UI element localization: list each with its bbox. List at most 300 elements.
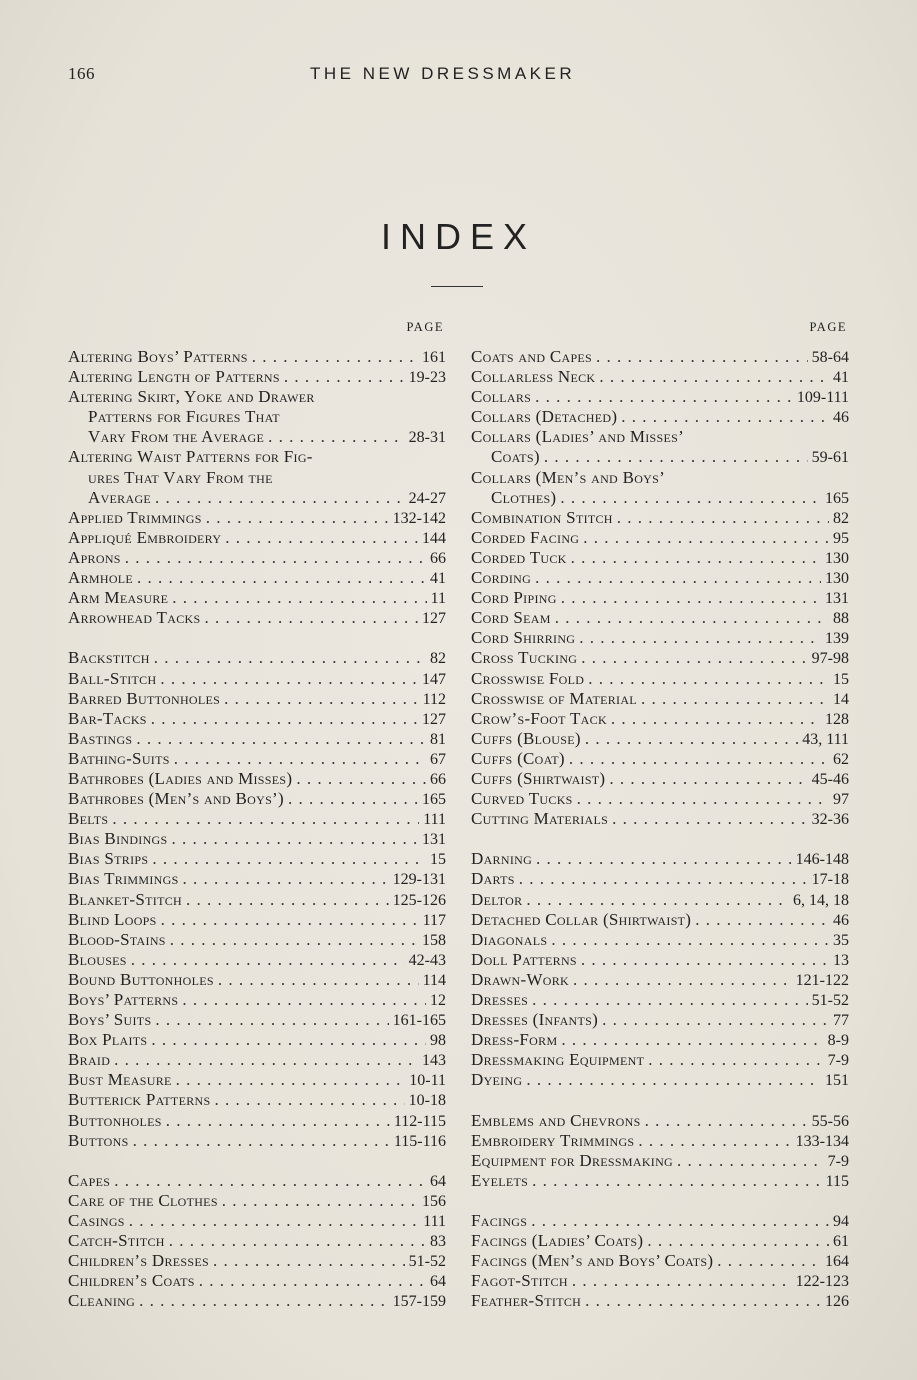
- dot-leader: [114, 1171, 426, 1191]
- running-head: [68, 64, 848, 88]
- index-entry: [68, 950, 446, 970]
- left-column: [68, 320, 446, 1312]
- dot-leader: [161, 910, 419, 930]
- dot-leader: [596, 347, 808, 367]
- running-title: THE NEW DRESSMAKER: [310, 64, 576, 83]
- dot-leader: [155, 488, 405, 508]
- index-entry: [68, 689, 446, 709]
- index-term: Catch-Stitch: [68, 1231, 165, 1251]
- index-term: Boys’ Suits: [68, 1010, 152, 1030]
- index-term: Blind Loops: [68, 909, 157, 929]
- index-entry: [68, 447, 446, 467]
- index-entry: [68, 1211, 446, 1231]
- index-term: Cuffs (Shirtwaist): [471, 768, 606, 788]
- index-term: Darts: [471, 869, 515, 889]
- index-entry: [471, 1271, 849, 1291]
- index-page-ref: 59-61: [811, 449, 849, 467]
- index-term: Braid: [68, 1050, 111, 1070]
- index-page-ref: 127: [422, 710, 446, 728]
- index-page-ref: 24-27: [408, 489, 446, 507]
- index-term: Butterick Patterns: [68, 1090, 211, 1110]
- index-term: Box Plaits: [68, 1030, 148, 1050]
- index-page-ref: 115-116: [393, 1132, 446, 1150]
- dot-leader: [531, 1211, 829, 1231]
- index-page-ref: 88: [833, 610, 849, 628]
- index-page-ref: 41: [430, 570, 446, 588]
- index-entry: [471, 849, 849, 869]
- index-entry: [471, 407, 849, 427]
- index-term: Barred Buttonholes: [68, 688, 221, 708]
- index-term: Bust Measure: [68, 1070, 172, 1090]
- index-entry: [471, 427, 849, 447]
- index-term: Cord Shirring: [471, 628, 576, 648]
- index-term: Blanket-Stitch: [68, 889, 182, 909]
- index-term: Children’s Dresses: [68, 1251, 209, 1271]
- index-page-ref: 19-23: [408, 369, 446, 387]
- index-term: Patterns for Figures That: [88, 407, 280, 427]
- dot-leader: [612, 809, 808, 829]
- index-page-ref: 15: [430, 851, 446, 869]
- dot-leader: [186, 890, 389, 910]
- index-page-ref: 7-9: [827, 1152, 849, 1170]
- index-term: Emblems and Chevrons: [471, 1110, 641, 1130]
- dot-leader: [588, 669, 829, 689]
- index-entry: [68, 1010, 446, 1030]
- index-term: Bar-Tacks: [68, 708, 147, 728]
- index-page-ref: 111: [423, 1213, 446, 1231]
- index-page-ref: 15: [833, 670, 849, 688]
- index-term: Corded Facing: [471, 527, 580, 547]
- index-entry: [471, 669, 849, 689]
- index-term: Bathing-Suits: [68, 748, 170, 768]
- index-term: Crosswise of Material: [471, 688, 637, 708]
- dot-leader: [583, 528, 829, 548]
- index-term: Bias Strips: [68, 849, 149, 869]
- index-page-ref: 98: [430, 1032, 446, 1050]
- index-entry: [68, 427, 446, 447]
- dot-leader: [288, 789, 418, 809]
- index-entry: [68, 367, 446, 387]
- index-page-ref: 12: [430, 992, 446, 1009]
- dot-leader: [551, 930, 829, 950]
- index-term: Embroidery Trimmings: [471, 1130, 635, 1150]
- index-page-ref: 112: [422, 690, 446, 708]
- index-entry: [68, 869, 446, 889]
- dot-leader: [172, 829, 419, 849]
- index-page-ref: 51-52: [811, 992, 849, 1009]
- dot-leader: [133, 1131, 390, 1151]
- index-entry: [471, 1010, 849, 1030]
- index-entry: [471, 387, 849, 407]
- index-term: Darning: [471, 849, 533, 869]
- index-term: Altering Waist Patterns for Fig-: [68, 447, 313, 467]
- dot-leader: [532, 1171, 821, 1191]
- left-entry-list: [68, 347, 446, 1312]
- index-page-ref: 95: [833, 529, 849, 547]
- index-term: Altering Boys’ Patterns: [68, 347, 248, 366]
- dot-leader: [182, 990, 426, 1010]
- index-term: Coats and Capes: [471, 347, 593, 366]
- index-page-ref: 8-9: [827, 1032, 849, 1050]
- dot-leader: [602, 1010, 829, 1030]
- dot-leader: [183, 869, 389, 889]
- index-term: Ball-Stitch: [68, 668, 157, 688]
- index-term: Vary From the Average: [88, 427, 265, 447]
- index-term: Dress-Form: [471, 1030, 558, 1050]
- index-page-ref: 130: [825, 570, 849, 588]
- index-page-ref: 41: [833, 369, 849, 387]
- page-number: 166: [68, 64, 95, 83]
- index-page-ref: 114: [422, 971, 446, 989]
- index-entry: [471, 1050, 849, 1070]
- dot-leader: [609, 769, 807, 789]
- index-term: Diagonals: [471, 929, 548, 949]
- index-title: INDEX: [380, 216, 537, 257]
- dot-leader: [139, 1291, 389, 1311]
- dot-leader: [677, 1151, 824, 1171]
- index-term: Doll Patterns: [471, 949, 577, 969]
- index-term: Altering Skirt, Yoke and Drawer: [68, 387, 315, 407]
- index-term: Care of the Clothes: [68, 1190, 218, 1210]
- index-page-ref: 115: [825, 1172, 849, 1190]
- index-term: Arrowhead Tacks: [68, 608, 201, 628]
- dot-leader: [581, 950, 829, 970]
- index-page-ref: 82: [833, 509, 849, 527]
- index-page-ref: 11: [430, 590, 446, 608]
- index-entry: [471, 1251, 849, 1271]
- index-term: Boys’ Patterns: [68, 990, 179, 1009]
- index-page-ref: 62: [833, 750, 849, 768]
- dot-leader: [555, 608, 829, 628]
- index-term: Bathrobes (Ladies and Misses): [68, 768, 293, 788]
- index-page-ref: 147: [422, 670, 446, 688]
- index-page-ref: 132-142: [392, 509, 446, 527]
- dot-leader: [535, 387, 793, 407]
- index-entry: [68, 970, 446, 990]
- index-page-ref: 165: [825, 489, 849, 507]
- index-page-ref: 161: [422, 349, 446, 366]
- index-entry: [471, 769, 849, 789]
- dot-leader: [225, 528, 418, 548]
- index-page-ref: 51-52: [408, 1253, 446, 1271]
- index-page-ref: 6, 14, 18: [793, 891, 849, 909]
- index-page-ref: 32-36: [811, 811, 849, 829]
- index-entry: [471, 689, 849, 709]
- index-page-ref: 81: [430, 730, 446, 748]
- dot-leader: [151, 709, 418, 729]
- index-term: Coats): [491, 447, 540, 467]
- index-page-ref: 42-43: [408, 951, 446, 969]
- index-page-ref: 67: [430, 750, 446, 768]
- index-term: Cord Seam: [471, 608, 551, 628]
- index-entry: [471, 749, 849, 769]
- index-page-ref: 128: [825, 710, 849, 728]
- index-term: Backstitch: [68, 648, 150, 668]
- index-page-ref: 126: [825, 1293, 849, 1311]
- index-entry: [68, 1131, 446, 1151]
- dot-leader: [160, 669, 418, 689]
- index-entry: [471, 468, 849, 488]
- index-page-ref: 121-122: [795, 971, 849, 989]
- dot-leader: [561, 1030, 823, 1050]
- dot-leader: [611, 709, 821, 729]
- index-entry: [68, 749, 446, 769]
- index-entry: [471, 367, 849, 387]
- dot-leader: [544, 447, 808, 467]
- index-term: Curved Tucks: [471, 789, 573, 809]
- dot-leader: [155, 1010, 388, 1030]
- dot-leader: [137, 568, 426, 588]
- dot-leader: [577, 789, 829, 809]
- dot-leader: [151, 1030, 426, 1050]
- index-term: Bastings: [68, 728, 133, 748]
- index-term: Cuffs (Blouse): [471, 728, 581, 748]
- index-page-ref: 127: [422, 610, 446, 628]
- index-entry: [68, 849, 446, 869]
- dot-leader: [573, 970, 792, 990]
- index-entry: [471, 447, 849, 467]
- index-entry: [471, 548, 849, 568]
- index-entry: [68, 709, 446, 729]
- index-term: Bound Buttonholes: [68, 969, 214, 989]
- index-term: Feather-Stitch: [471, 1291, 582, 1311]
- dot-leader: [560, 488, 821, 508]
- index-page-ref: 161-165: [392, 1012, 446, 1030]
- index-term: Arm Measure: [68, 588, 169, 608]
- dot-leader: [125, 548, 426, 568]
- dot-leader: [717, 1251, 821, 1271]
- index-entry: [68, 1191, 446, 1211]
- index-entry: [471, 990, 849, 1010]
- dot-leader: [572, 1271, 792, 1291]
- index-entry: [471, 1231, 849, 1251]
- index-entry: [471, 568, 849, 588]
- dot-leader: [176, 1070, 406, 1090]
- index-term: Children’s Coats: [68, 1271, 195, 1291]
- index-term: Fagot-Stitch: [471, 1271, 568, 1291]
- index-page-ref: 17-18: [811, 871, 849, 889]
- index-term: Cutting Materials: [471, 809, 609, 829]
- dot-leader: [638, 1131, 791, 1151]
- index-page-ref: 61: [833, 1233, 849, 1251]
- dot-leader: [526, 1070, 821, 1090]
- index-entry: [471, 890, 849, 910]
- index-term: Crow’s-Foot Tack: [471, 708, 607, 728]
- dot-leader: [131, 950, 405, 970]
- index-entry: [68, 548, 446, 568]
- dot-leader: [641, 689, 829, 709]
- index-entry: [68, 890, 446, 910]
- index-term: Combination Stitch: [471, 507, 613, 527]
- dot-leader: [199, 1271, 426, 1291]
- index-entry: [471, 910, 849, 930]
- dot-leader: [532, 990, 808, 1010]
- index-entry: [68, 1050, 446, 1070]
- index-entry: [68, 1231, 446, 1251]
- index-entry: [471, 869, 849, 889]
- index-page-ref: 156: [422, 1192, 446, 1210]
- dot-leader: [647, 1231, 829, 1251]
- dot-leader: [621, 407, 829, 427]
- index-page-ref: 13: [833, 951, 849, 969]
- index-term: Collars (Detached): [471, 407, 618, 427]
- dot-leader: [519, 869, 808, 889]
- index-entry: [471, 628, 849, 648]
- index-page-ref: 66: [430, 770, 446, 788]
- index-page-ref: 158: [422, 931, 446, 949]
- index-page-ref: 131: [825, 590, 849, 608]
- index-term: Average: [88, 487, 152, 507]
- index-term: Capes: [68, 1170, 111, 1190]
- index-term: Dresses (Infants): [471, 1010, 599, 1030]
- right-entry-list: [471, 347, 849, 1312]
- dot-leader: [213, 1251, 405, 1271]
- index-page-ref: 157-159: [392, 1293, 446, 1311]
- index-page-ref: 10-18: [408, 1092, 446, 1110]
- index-entry: [68, 488, 446, 508]
- dot-leader: [695, 910, 829, 930]
- index-page-ref: 55-56: [811, 1112, 849, 1130]
- index-term: Applied Trimmings: [68, 507, 202, 527]
- index-entry: [68, 608, 446, 628]
- index-page-ref: 46: [833, 409, 849, 427]
- index-page-ref: 144: [422, 529, 446, 547]
- index-entry: [471, 1111, 849, 1131]
- dot-leader: [526, 890, 789, 910]
- index-entry: [471, 709, 849, 729]
- dot-leader: [645, 1111, 808, 1131]
- dot-leader: [561, 588, 821, 608]
- dot-leader: [112, 809, 419, 829]
- index-term: Collars (Ladies’ and Misses’: [471, 427, 685, 447]
- index-page-ref: 7-9: [827, 1052, 849, 1070]
- index-term: Aprons: [68, 547, 121, 567]
- index-entry: [68, 910, 446, 930]
- index-term: Altering Length of Patterns: [68, 367, 280, 387]
- dot-leader: [114, 1050, 418, 1070]
- dot-leader: [268, 427, 405, 447]
- index-page-ref: 122-123: [795, 1273, 849, 1291]
- index-page-ref: 146-148: [795, 851, 849, 869]
- index-term: Bathrobes (Men’s and Boys’): [68, 789, 284, 809]
- dot-leader: [204, 608, 418, 628]
- index-entry: [68, 829, 446, 849]
- index-entry: [68, 1171, 446, 1191]
- dot-leader: [206, 508, 389, 528]
- index-term: Collarless Neck: [471, 367, 596, 387]
- index-entry: [68, 568, 446, 588]
- index-term: Casings: [68, 1211, 125, 1231]
- section-gap: [471, 1191, 849, 1211]
- index-entry: [471, 528, 849, 548]
- index-entry: [68, 648, 446, 668]
- dot-leader: [648, 1050, 823, 1070]
- index-page-ref: 97-98: [811, 650, 849, 668]
- dot-leader: [152, 849, 426, 869]
- dot-leader: [252, 347, 418, 367]
- index-entry: [471, 508, 849, 528]
- index-entry: [68, 1251, 446, 1271]
- index-entry: [471, 648, 849, 668]
- dot-leader: [136, 729, 426, 749]
- section-gap: [68, 628, 446, 648]
- dot-leader: [218, 970, 419, 990]
- index-entry: [471, 588, 849, 608]
- index-page-ref: 83: [430, 1233, 446, 1251]
- index-term: Dyeing: [471, 1070, 523, 1090]
- title-rule: [431, 286, 483, 287]
- index-entry: [471, 488, 849, 508]
- index-page-ref: 151: [825, 1072, 849, 1090]
- index-entry: [68, 809, 446, 829]
- section-gap: [471, 829, 849, 849]
- dot-leader: [174, 749, 426, 769]
- right-column-page-header: PAGE: [809, 320, 847, 334]
- left-column-page-header: PAGE: [406, 320, 444, 334]
- index-page-ref: 164: [825, 1253, 849, 1271]
- index-page-ref: 66: [430, 549, 446, 567]
- index-term: Buttonholes: [68, 1110, 162, 1130]
- dot-leader: [154, 648, 426, 668]
- index-entry: [68, 1291, 446, 1311]
- dot-leader: [296, 769, 426, 789]
- index-entry: [68, 769, 446, 789]
- index-term: Buttons: [68, 1130, 129, 1150]
- index-entry: [68, 588, 446, 608]
- index-page-ref: 97: [833, 791, 849, 809]
- index-entry: [68, 468, 446, 488]
- index-term: Bias Bindings: [68, 829, 168, 849]
- index-term: Equipment for Dressmaking: [471, 1150, 674, 1170]
- index-entry: [68, 508, 446, 528]
- index-entry: [68, 1271, 446, 1291]
- index-term: Facings: [471, 1211, 528, 1231]
- index-term: Belts: [68, 809, 109, 829]
- dot-leader: [581, 648, 807, 668]
- index-page-ref: 130: [825, 549, 849, 567]
- index-entry: [471, 789, 849, 809]
- index-term: ures That Vary From the: [88, 467, 273, 487]
- section-gap: [68, 1151, 446, 1171]
- index-page-ref: 133-134: [795, 1132, 849, 1150]
- dot-leader: [599, 367, 829, 387]
- index-entry: [68, 1070, 446, 1090]
- index-entry: [471, 1171, 849, 1191]
- index-page-ref: 43, 111: [802, 730, 849, 748]
- dot-leader: [585, 729, 798, 749]
- dot-leader: [536, 849, 792, 869]
- section-gap: [471, 1090, 849, 1110]
- index-term: Bias Trimmings: [68, 869, 179, 889]
- index-entry: [68, 1030, 446, 1050]
- index-page-ref: 28-31: [408, 429, 446, 447]
- dot-leader: [571, 548, 821, 568]
- index-page-ref: 129-131: [392, 871, 446, 889]
- index-entry: [68, 1090, 446, 1110]
- index-term: Dresses: [471, 990, 529, 1009]
- index-term: Dressmaking Equipment: [471, 1050, 645, 1070]
- index-term: Cross Tucking: [471, 648, 578, 668]
- index-entry: [471, 1291, 849, 1311]
- index-entry: [471, 1070, 849, 1090]
- dot-leader: [172, 588, 426, 608]
- index-entry: [471, 347, 849, 367]
- dot-leader: [579, 628, 821, 648]
- index-term: Appliqué Embroidery: [68, 527, 222, 547]
- index-page-ref: 14: [833, 690, 849, 708]
- dot-leader: [214, 1090, 404, 1110]
- index-term: Cording: [471, 568, 532, 588]
